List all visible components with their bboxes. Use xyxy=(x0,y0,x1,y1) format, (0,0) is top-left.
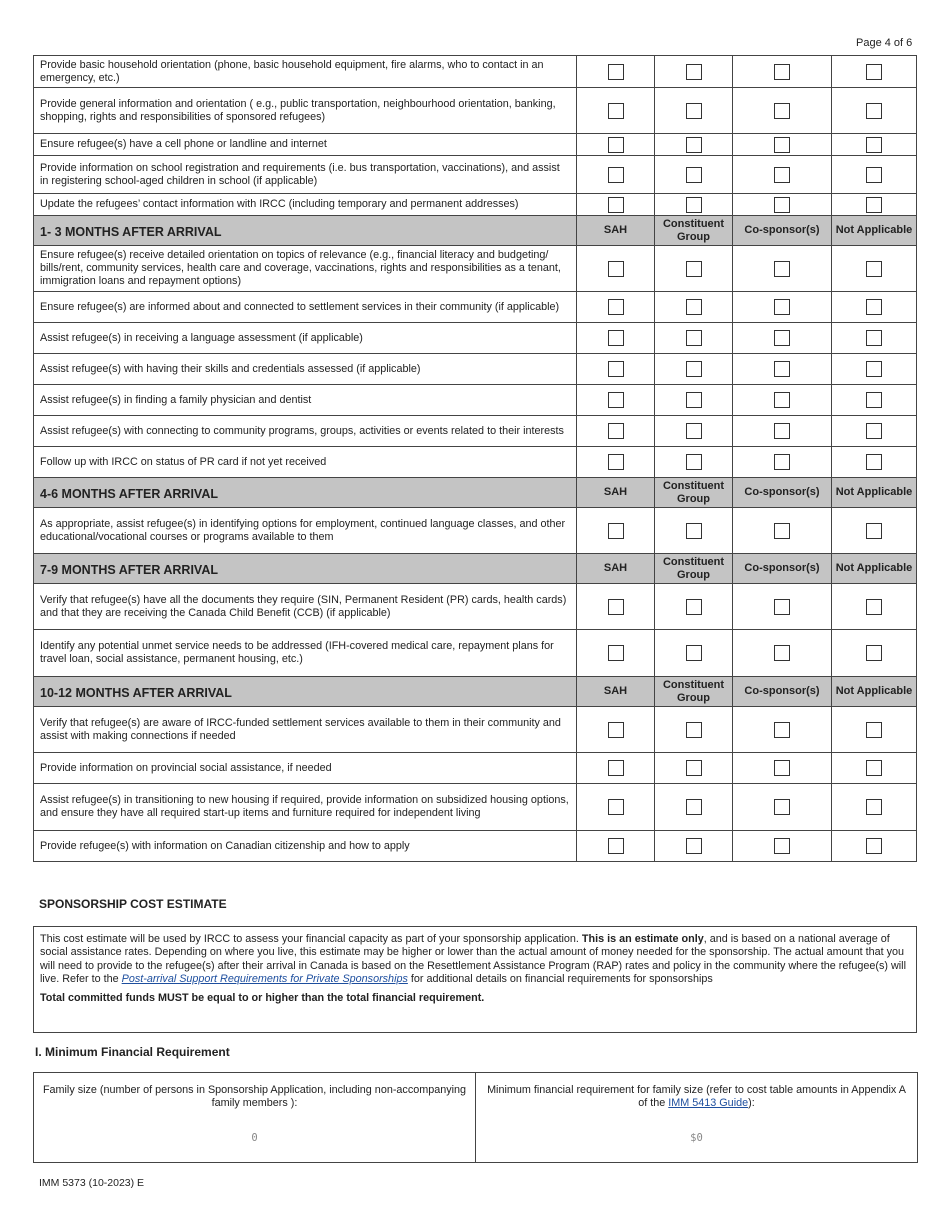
column-header: Constituent Group xyxy=(655,554,733,584)
checkbox-sah[interactable] xyxy=(608,423,624,439)
checkbox-co-sponsor[interactable] xyxy=(774,103,790,119)
table-row xyxy=(34,784,917,831)
checkbox-co-sponsor[interactable] xyxy=(774,760,790,776)
checkbox-constituent-group[interactable] xyxy=(686,330,702,346)
checkbox-cell xyxy=(733,292,832,323)
checkbox-not-applicable[interactable] xyxy=(866,64,882,80)
post-arrival-support-link[interactable]: Post-arrival Support Requirements for Private Sponsorships xyxy=(121,972,408,985)
page-number: Page 4 of 6 xyxy=(856,37,913,49)
checkbox-cell xyxy=(832,707,917,753)
checkbox-not-applicable[interactable] xyxy=(866,523,882,539)
task-text: Update the refugees’ contact information with IRCC (including temporary and permanent addresses) xyxy=(34,194,577,216)
task-text: Assist refugee(s) in receiving a language assessment (if applicable) xyxy=(34,323,577,354)
column-header: Co-sponsor(s) xyxy=(733,554,832,584)
checkbox-cell xyxy=(577,292,655,323)
min-requirement-table xyxy=(33,1072,918,1163)
checkbox-cell xyxy=(733,707,832,753)
checkbox-sah[interactable] xyxy=(608,838,624,854)
table-row xyxy=(34,416,917,447)
checkbox-not-applicable[interactable] xyxy=(866,392,882,408)
checkbox-constituent-group[interactable] xyxy=(686,523,702,539)
checkbox-constituent-group[interactable] xyxy=(686,838,702,854)
checkbox-cell xyxy=(655,194,733,216)
checkbox-constituent-group[interactable] xyxy=(686,261,702,277)
checkbox-not-applicable[interactable] xyxy=(866,423,882,439)
checkbox-cell xyxy=(577,630,655,677)
settlement-checklist-table xyxy=(33,55,917,862)
table-row xyxy=(34,385,917,416)
checkbox-sah[interactable] xyxy=(608,103,624,119)
task-text: Identify any potential unmet service needs to be addressed (IFH-covered medical care, repayment plans for travel loan, social assistance, permanent housing, etc.) xyxy=(34,630,577,677)
checkbox-sah[interactable] xyxy=(608,645,624,661)
checkbox-cell xyxy=(577,246,655,292)
checkbox-cell xyxy=(577,385,655,416)
checkbox-co-sponsor[interactable] xyxy=(774,299,790,315)
checkbox-co-sponsor[interactable] xyxy=(774,454,790,470)
column-header: Not Applicable xyxy=(832,554,917,584)
checkbox-cell xyxy=(655,447,733,478)
task-text: Provide basic household orientation (phone, basic household equipment, fire alarms, who to contact in an emergency, etc.) xyxy=(34,56,577,88)
task-text: Ensure refugee(s) have a cell phone or landline and internet xyxy=(34,134,577,156)
checkbox-constituent-group[interactable] xyxy=(686,645,702,661)
checkbox-constituent-group[interactable] xyxy=(686,454,702,470)
checkbox-sah[interactable] xyxy=(608,64,624,80)
task-text: Assist refugee(s) with connecting to community programs, groups, activities or events related to their interests xyxy=(34,416,577,447)
checkbox-sah[interactable] xyxy=(608,454,624,470)
checkbox-cell xyxy=(655,88,733,134)
checkbox-cell xyxy=(655,784,733,831)
family-size-field[interactable]: 0 xyxy=(251,1132,258,1144)
table-row xyxy=(34,707,917,753)
checkbox-constituent-group[interactable] xyxy=(686,137,702,153)
task-text: Assist refugee(s) in transitioning to new housing if required, provide information on subsidized housing options, and ensure they have all required start-up items and furniture required for independent living xyxy=(34,784,577,831)
table-row xyxy=(34,354,917,385)
task-text: Assist refugee(s) with having their skills and credentials assessed (if applicable) xyxy=(34,354,577,385)
checkbox-co-sponsor[interactable] xyxy=(774,599,790,615)
table-row xyxy=(34,447,917,478)
checkbox-constituent-group[interactable] xyxy=(686,722,702,738)
task-text: Provide information on provincial social assistance, if needed xyxy=(34,753,577,784)
family-size-label: Family size (number of persons in Sponsorship Application, including non-accompanying family members ): xyxy=(42,1084,467,1109)
checkbox-cell xyxy=(733,354,832,385)
column-header: SAH xyxy=(577,216,655,246)
table-row xyxy=(34,584,917,630)
checkbox-cell xyxy=(577,194,655,216)
checkbox-cell xyxy=(832,630,917,677)
checkbox-co-sponsor[interactable] xyxy=(774,330,790,346)
checkbox-cell xyxy=(832,354,917,385)
table-row xyxy=(34,831,917,862)
section-header-row xyxy=(34,216,917,246)
checkbox-cell xyxy=(655,292,733,323)
column-header: Not Applicable xyxy=(832,677,917,707)
checkbox-cell xyxy=(832,753,917,784)
min-requirement-label-end: ): xyxy=(748,1097,755,1109)
checkbox-co-sponsor[interactable] xyxy=(774,361,790,377)
table-row xyxy=(34,88,917,134)
checkbox-constituent-group[interactable] xyxy=(686,197,702,213)
checkbox-co-sponsor[interactable] xyxy=(774,799,790,815)
checkbox-cell xyxy=(733,753,832,784)
checkbox-sah[interactable] xyxy=(608,722,624,738)
min-requirement-title: I. Minimum Financial Requirement xyxy=(35,1045,230,1059)
checkbox-cell xyxy=(577,447,655,478)
checkbox-cell xyxy=(655,323,733,354)
checkbox-cell xyxy=(832,134,917,156)
checkbox-cell xyxy=(832,246,917,292)
table-row xyxy=(34,508,917,554)
checkbox-constituent-group[interactable] xyxy=(686,103,702,119)
checkbox-cell xyxy=(655,584,733,630)
checkbox-cell xyxy=(832,194,917,216)
task-text: Verify that refugee(s) are aware of IRCC-funded settlement services available to them in their community and assist with making connections if needed xyxy=(34,707,577,753)
checkbox-constituent-group[interactable] xyxy=(686,299,702,315)
checkbox-cell xyxy=(577,88,655,134)
checkbox-cell xyxy=(832,323,917,354)
imm-5413-guide-link[interactable]: IMM 5413 Guide xyxy=(668,1097,749,1109)
checkbox-cell xyxy=(832,784,917,831)
table-row xyxy=(34,156,917,194)
checkbox-sah[interactable] xyxy=(608,299,624,315)
section-header-row xyxy=(34,554,917,584)
section-header-row xyxy=(34,677,917,707)
checkbox-cell xyxy=(577,323,655,354)
column-header: SAH xyxy=(577,554,655,584)
cost-estimate-info xyxy=(33,926,917,1033)
checkbox-cell xyxy=(733,385,832,416)
checkbox-co-sponsor[interactable] xyxy=(774,423,790,439)
checkbox-cell xyxy=(577,707,655,753)
checkbox-cell xyxy=(577,784,655,831)
column-header: Co-sponsor(s) xyxy=(733,677,832,707)
min-requirement-label: Minimum financial requirement for family size (refer to cost table amounts in Appendix A of the xyxy=(487,1084,906,1109)
checkbox-cell xyxy=(832,292,917,323)
table-row xyxy=(34,134,917,156)
checkbox-not-applicable[interactable] xyxy=(866,261,882,277)
task-text: Assist refugee(s) in finding a family physician and dentist xyxy=(34,385,577,416)
checkbox-co-sponsor[interactable] xyxy=(774,167,790,183)
checkbox-sah[interactable] xyxy=(608,361,624,377)
checkbox-cell xyxy=(733,831,832,862)
checkbox-cell xyxy=(832,508,917,554)
column-header: Co-sponsor(s) xyxy=(733,478,832,508)
checkbox-sah[interactable] xyxy=(608,599,624,615)
checkbox-co-sponsor[interactable] xyxy=(774,197,790,213)
section-title: 7-9 MONTHS AFTER ARRIVAL xyxy=(34,554,577,584)
checkbox-cell xyxy=(733,194,832,216)
checkbox-cell xyxy=(733,88,832,134)
checkbox-not-applicable[interactable] xyxy=(866,103,882,119)
checkbox-cell xyxy=(832,416,917,447)
checkbox-cell xyxy=(577,508,655,554)
table-row xyxy=(34,323,917,354)
checkbox-co-sponsor[interactable] xyxy=(774,137,790,153)
checkbox-cell xyxy=(655,831,733,862)
task-text: Provide refugee(s) with information on Canadian citizenship and how to apply xyxy=(34,831,577,862)
form-id: IMM 5373 (10-2023) E xyxy=(39,1177,145,1189)
checkbox-not-applicable[interactable] xyxy=(866,197,882,213)
min-requirement-field[interactable]: $0 xyxy=(690,1132,703,1144)
checkbox-cell xyxy=(733,630,832,677)
task-text: Verify that refugee(s) have all the documents they require (SIN, Permanent Resident (PR) cards, health cards) and that they are receiving the Canada Child Benefit (CCB) (if applicable) xyxy=(34,584,577,630)
section-title: 1- 3 MONTHS AFTER ARRIVAL xyxy=(34,216,577,246)
checkbox-sah[interactable] xyxy=(608,760,624,776)
checkbox-co-sponsor[interactable] xyxy=(774,523,790,539)
checkbox-not-applicable[interactable] xyxy=(866,361,882,377)
cost-text-2: , and is based on a national average of social assistance rates. Depending on where you live, this estimate may be higher or lower than the actual amount of money needed for the sponsorship. The actual amount that you will need to provide to the refugee(s) after their arrival in Canada is based on the Resettlement Assistance Program (RAP) rates and policy in the community where the refugee(s) will live. Refer to the xyxy=(40,933,906,985)
checkbox-sah[interactable] xyxy=(608,137,624,153)
checkbox-constituent-group[interactable] xyxy=(686,392,702,408)
checkbox-sah[interactable] xyxy=(608,330,624,346)
task-text: Provide information on school registration and requirements (i.e. bus transportation, vaccinations), and assist in registering school-aged children in school (if applicable) xyxy=(34,156,577,194)
checkbox-sah[interactable] xyxy=(608,197,624,213)
checkbox-cell xyxy=(733,447,832,478)
table-row xyxy=(34,292,917,323)
checkbox-cell xyxy=(733,56,832,88)
checkbox-cell xyxy=(577,753,655,784)
table-row xyxy=(34,194,917,216)
table-row xyxy=(34,753,917,784)
checkbox-cell xyxy=(577,56,655,88)
checkbox-cell xyxy=(655,156,733,194)
checkbox-not-applicable[interactable] xyxy=(866,454,882,470)
checkbox-not-applicable[interactable] xyxy=(866,838,882,854)
checkbox-sah[interactable] xyxy=(608,799,624,815)
checkbox-not-applicable[interactable] xyxy=(866,799,882,815)
task-text: Ensure refugee(s) are informed about and connected to settlement services in their community (if applicable) xyxy=(34,292,577,323)
checkbox-cell xyxy=(733,508,832,554)
checkbox-co-sponsor[interactable] xyxy=(774,722,790,738)
column-header: SAH xyxy=(577,677,655,707)
checkbox-not-applicable[interactable] xyxy=(866,760,882,776)
column-header: Constituent Group xyxy=(655,216,733,246)
table-row xyxy=(34,56,917,88)
checkbox-cell xyxy=(832,385,917,416)
checkbox-cell xyxy=(832,584,917,630)
checkbox-cell xyxy=(655,134,733,156)
checkbox-cell xyxy=(655,508,733,554)
cost-text-3: for additional details on financial requirements for sponsorships xyxy=(410,972,713,985)
checkbox-cell xyxy=(733,784,832,831)
checkbox-cell xyxy=(733,416,832,447)
checkbox-constituent-group[interactable] xyxy=(686,167,702,183)
checkbox-sah[interactable] xyxy=(608,167,624,183)
checkbox-co-sponsor[interactable] xyxy=(774,64,790,80)
checkbox-not-applicable[interactable] xyxy=(866,722,882,738)
checkbox-not-applicable[interactable] xyxy=(866,599,882,615)
task-text: Ensure refugee(s) receive detailed orientation on topics of relevance (e.g., financial literacy and budgeting/ bills/rent, community services, health care and coverage, vaccinations, rights and responsibilities as a tenant, immigration loans and repayment options) xyxy=(34,246,577,292)
task-text: Provide general information and orientation ( e.g., public transportation, neighbourhood orientation, banking, shopping, rights and responsibilities of sponsored refugees) xyxy=(34,88,577,134)
column-header: SAH xyxy=(577,478,655,508)
checkbox-cell xyxy=(655,416,733,447)
checkbox-sah[interactable] xyxy=(608,392,624,408)
checkbox-sah[interactable] xyxy=(608,523,624,539)
column-header: Not Applicable xyxy=(832,478,917,508)
section-title: 4-6 MONTHS AFTER ARRIVAL xyxy=(34,478,577,508)
column-header: Not Applicable xyxy=(832,216,917,246)
family-size-cell xyxy=(34,1073,475,1162)
checkbox-cell xyxy=(577,354,655,385)
table-row xyxy=(34,630,917,677)
table-row xyxy=(34,246,917,292)
checkbox-constituent-group[interactable] xyxy=(686,599,702,615)
checkbox-not-applicable[interactable] xyxy=(866,645,882,661)
task-text: Follow up with IRCC on status of PR card if not yet received xyxy=(34,447,577,478)
checkbox-cell xyxy=(655,56,733,88)
checkbox-cell xyxy=(655,630,733,677)
checkbox-not-applicable[interactable] xyxy=(866,137,882,153)
checkbox-cell xyxy=(733,156,832,194)
checkbox-co-sponsor[interactable] xyxy=(774,392,790,408)
checkbox-sah[interactable] xyxy=(608,261,624,277)
task-text: As appropriate, assist refugee(s) in identifying options for employment, continued language classes, and other educational/vocational courses or programs available to them xyxy=(34,508,577,554)
checkbox-constituent-group[interactable] xyxy=(686,799,702,815)
checkbox-constituent-group[interactable] xyxy=(686,64,702,80)
checkbox-cell xyxy=(577,416,655,447)
checkbox-cell xyxy=(832,56,917,88)
checkbox-cell xyxy=(655,354,733,385)
checkbox-co-sponsor[interactable] xyxy=(774,261,790,277)
checkbox-cell xyxy=(733,134,832,156)
checkbox-not-applicable[interactable] xyxy=(866,330,882,346)
column-header: Constituent Group xyxy=(655,478,733,508)
checkbox-co-sponsor[interactable] xyxy=(774,645,790,661)
cost-text-1: This cost estimate will be used by IRCC to assess your financial capacity as part of your sponsorship application. xyxy=(40,933,579,945)
checkbox-cell xyxy=(655,707,733,753)
checkbox-cell xyxy=(832,447,917,478)
checkbox-cell xyxy=(655,753,733,784)
checkbox-cell xyxy=(655,385,733,416)
checkbox-cell xyxy=(733,584,832,630)
checkbox-cell xyxy=(733,246,832,292)
min-requirement-cell xyxy=(475,1073,917,1162)
checkbox-constituent-group[interactable] xyxy=(686,760,702,776)
cost-text-bold: This is an estimate only xyxy=(581,933,704,945)
total-funds-note: Total committed funds MUST be equal to or higher than the total financial requirement. xyxy=(40,992,485,1005)
section-title: 10-12 MONTHS AFTER ARRIVAL xyxy=(34,677,577,707)
checkbox-cell xyxy=(832,88,917,134)
column-header: Co-sponsor(s) xyxy=(733,216,832,246)
checkbox-cell xyxy=(577,584,655,630)
checkbox-cell xyxy=(577,134,655,156)
checkbox-cell xyxy=(577,831,655,862)
checkbox-cell xyxy=(577,156,655,194)
checkbox-not-applicable[interactable] xyxy=(866,299,882,315)
section-header-row xyxy=(34,478,917,508)
column-header: Constituent Group xyxy=(655,677,733,707)
checkbox-constituent-group[interactable] xyxy=(686,423,702,439)
cost-estimate-title: SPONSORSHIP COST ESTIMATE xyxy=(39,897,227,911)
checkbox-not-applicable[interactable] xyxy=(866,167,882,183)
checkbox-cell xyxy=(655,246,733,292)
checkbox-cell xyxy=(733,323,832,354)
checkbox-constituent-group[interactable] xyxy=(686,361,702,377)
checkbox-cell xyxy=(832,831,917,862)
checkbox-cell xyxy=(832,156,917,194)
checkbox-co-sponsor[interactable] xyxy=(774,838,790,854)
